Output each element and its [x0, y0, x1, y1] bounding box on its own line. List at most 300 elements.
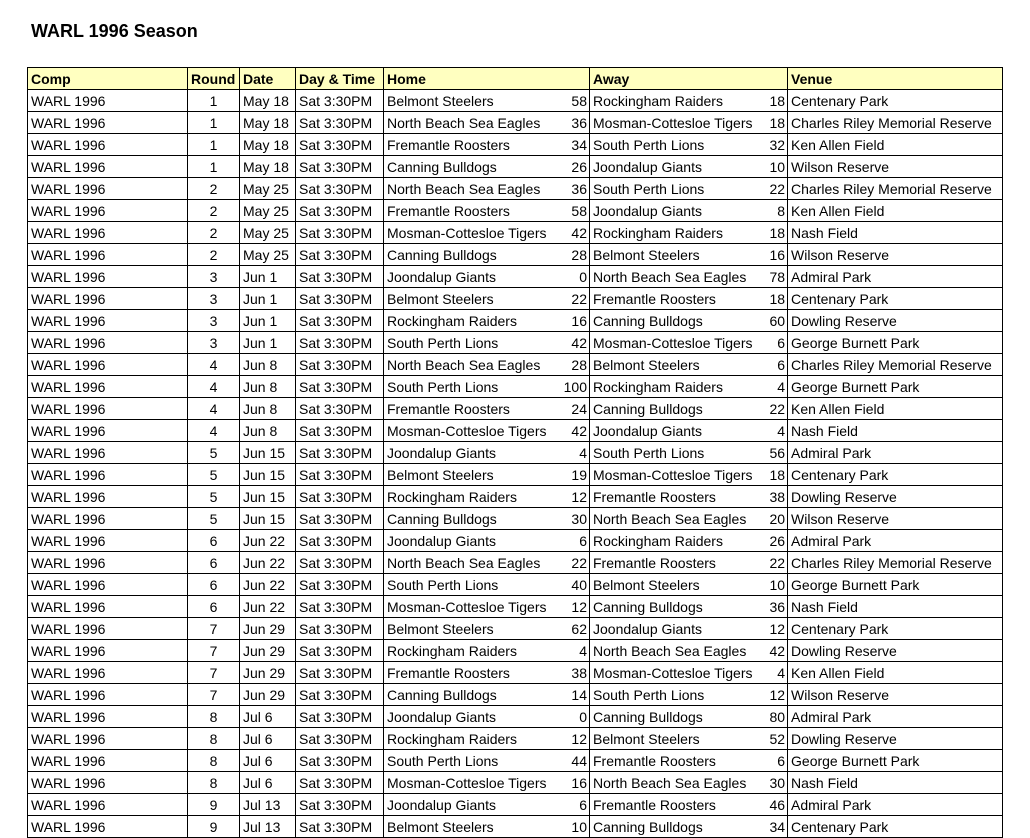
cell-away-score: 18	[766, 288, 788, 310]
table-row	[28, 112, 1003, 134]
cell-date: Jun 22	[240, 530, 296, 552]
table-row	[28, 772, 1003, 794]
cell-day-time: Sat 3:30PM	[296, 134, 384, 156]
cell-venue: Ken Allen Field	[788, 662, 1003, 684]
cell-day-time: Sat 3:30PM	[296, 596, 384, 618]
cell-comp: WARL 1996	[28, 310, 188, 332]
header-comp: Comp	[28, 68, 188, 90]
cell-home-score: 4	[558, 640, 590, 662]
table-row	[28, 310, 1003, 332]
cell-venue: George Burnett Park	[788, 750, 1003, 772]
cell-date: May 18	[240, 90, 296, 112]
cell-date: May 18	[240, 134, 296, 156]
cell-date: Jun 1	[240, 310, 296, 332]
cell-day-time: Sat 3:30PM	[296, 244, 384, 266]
cell-date: May 25	[240, 244, 296, 266]
cell-day-time: Sat 3:30PM	[296, 178, 384, 200]
cell-day-time: Sat 3:30PM	[296, 816, 384, 838]
cell-away-team: Joondalup Giants	[590, 420, 766, 442]
cell-home-score: 6	[558, 530, 590, 552]
table-row	[28, 552, 1003, 574]
cell-round: 9	[188, 816, 240, 838]
cell-home-team: Fremantle Roosters	[384, 398, 558, 420]
cell-home-team: North Beach Sea Eagles	[384, 178, 558, 200]
table-row	[28, 420, 1003, 442]
cell-home-score: 12	[558, 596, 590, 618]
cell-comp: WARL 1996	[28, 90, 188, 112]
cell-comp: WARL 1996	[28, 398, 188, 420]
cell-away-team: Mosman-Cottesloe Tigers	[590, 662, 766, 684]
cell-round: 6	[188, 552, 240, 574]
cell-away-team: Joondalup Giants	[590, 618, 766, 640]
cell-date: Jun 15	[240, 442, 296, 464]
cell-comp: WARL 1996	[28, 706, 188, 728]
cell-away-score: 6	[766, 750, 788, 772]
cell-home-score: 6	[558, 794, 590, 816]
cell-round: 5	[188, 464, 240, 486]
cell-home-score: 10	[558, 816, 590, 838]
cell-venue: Centenary Park	[788, 288, 1003, 310]
cell-day-time: Sat 3:30PM	[296, 794, 384, 816]
cell-day-time: Sat 3:30PM	[296, 200, 384, 222]
table-row	[28, 266, 1003, 288]
cell-away-team: Belmont Steelers	[590, 728, 766, 750]
cell-comp: WARL 1996	[28, 508, 188, 530]
cell-round: 4	[188, 354, 240, 376]
cell-comp: WARL 1996	[28, 376, 188, 398]
cell-date: Jul 6	[240, 706, 296, 728]
cell-home-team: Fremantle Roosters	[384, 200, 558, 222]
cell-venue: Charles Riley Memorial Reserve	[788, 178, 1003, 200]
cell-venue: Wilson Reserve	[788, 684, 1003, 706]
cell-home-score: 22	[558, 552, 590, 574]
cell-day-time: Sat 3:30PM	[296, 772, 384, 794]
cell-day-time: Sat 3:30PM	[296, 376, 384, 398]
cell-away-score: 22	[766, 178, 788, 200]
cell-away-team: Joondalup Giants	[590, 200, 766, 222]
cell-home-team: Canning Bulldogs	[384, 684, 558, 706]
cell-away-score: 10	[766, 574, 788, 596]
table-row	[28, 574, 1003, 596]
cell-comp: WARL 1996	[28, 420, 188, 442]
cell-comp: WARL 1996	[28, 464, 188, 486]
cell-round: 2	[188, 244, 240, 266]
table-row	[28, 156, 1003, 178]
header-away: Away	[590, 68, 788, 90]
cell-round: 2	[188, 200, 240, 222]
cell-away-score: 26	[766, 530, 788, 552]
cell-venue: Admiral Park	[788, 794, 1003, 816]
cell-comp: WARL 1996	[28, 684, 188, 706]
cell-day-time: Sat 3:30PM	[296, 442, 384, 464]
cell-venue: Nash Field	[788, 596, 1003, 618]
cell-venue: Ken Allen Field	[788, 200, 1003, 222]
cell-day-time: Sat 3:30PM	[296, 750, 384, 772]
cell-comp: WARL 1996	[28, 222, 188, 244]
cell-home-score: 30	[558, 508, 590, 530]
cell-home-team: Mosman-Cottesloe Tigers	[384, 596, 558, 618]
cell-day-time: Sat 3:30PM	[296, 354, 384, 376]
header-day-time: Day & Time	[296, 68, 384, 90]
cell-venue: Centenary Park	[788, 816, 1003, 838]
cell-day-time: Sat 3:30PM	[296, 464, 384, 486]
cell-day-time: Sat 3:30PM	[296, 332, 384, 354]
cell-away-score: 12	[766, 618, 788, 640]
cell-home-score: 36	[558, 112, 590, 134]
cell-day-time: Sat 3:30PM	[296, 90, 384, 112]
cell-away-team: Fremantle Roosters	[590, 794, 766, 816]
cell-venue: Wilson Reserve	[788, 156, 1003, 178]
cell-away-team: Canning Bulldogs	[590, 310, 766, 332]
cell-venue: Admiral Park	[788, 530, 1003, 552]
header-venue: Venue	[788, 68, 1003, 90]
cell-date: Jun 29	[240, 662, 296, 684]
cell-date: Jun 29	[240, 640, 296, 662]
cell-home-score: 38	[558, 662, 590, 684]
table-row	[28, 794, 1003, 816]
cell-comp: WARL 1996	[28, 794, 188, 816]
cell-comp: WARL 1996	[28, 596, 188, 618]
cell-comp: WARL 1996	[28, 332, 188, 354]
cell-away-team: Rockingham Raiders	[590, 530, 766, 552]
cell-round: 6	[188, 530, 240, 552]
cell-comp: WARL 1996	[28, 134, 188, 156]
cell-day-time: Sat 3:30PM	[296, 288, 384, 310]
cell-round: 6	[188, 596, 240, 618]
cell-home-score: 36	[558, 178, 590, 200]
cell-comp: WARL 1996	[28, 772, 188, 794]
cell-venue: Ken Allen Field	[788, 398, 1003, 420]
cell-away-team: Rockingham Raiders	[590, 90, 766, 112]
cell-home-team: Joondalup Giants	[384, 794, 558, 816]
header-date: Date	[240, 68, 296, 90]
table-row	[28, 596, 1003, 618]
cell-home-team: Rockingham Raiders	[384, 640, 558, 662]
cell-date: Jun 29	[240, 618, 296, 640]
cell-home-score: 19	[558, 464, 590, 486]
cell-home-team: North Beach Sea Eagles	[384, 112, 558, 134]
cell-venue: Admiral Park	[788, 266, 1003, 288]
cell-day-time: Sat 3:30PM	[296, 266, 384, 288]
table-row	[28, 222, 1003, 244]
table-body	[28, 90, 1003, 838]
cell-day-time: Sat 3:30PM	[296, 420, 384, 442]
table-row	[28, 442, 1003, 464]
cell-away-team: South Perth Lions	[590, 178, 766, 200]
cell-away-score: 4	[766, 420, 788, 442]
cell-round: 8	[188, 772, 240, 794]
cell-home-team: Canning Bulldogs	[384, 156, 558, 178]
cell-date: May 18	[240, 156, 296, 178]
cell-home-score: 24	[558, 398, 590, 420]
cell-round: 3	[188, 310, 240, 332]
cell-round: 8	[188, 706, 240, 728]
cell-home-score: 12	[558, 728, 590, 750]
cell-date: Jul 13	[240, 816, 296, 838]
cell-round: 4	[188, 376, 240, 398]
cell-comp: WARL 1996	[28, 750, 188, 772]
cell-away-team: Fremantle Roosters	[590, 552, 766, 574]
cell-home-team: South Perth Lions	[384, 332, 558, 354]
cell-home-score: 16	[558, 772, 590, 794]
cell-comp: WARL 1996	[28, 816, 188, 838]
cell-away-team: North Beach Sea Eagles	[590, 266, 766, 288]
cell-venue: Charles Riley Memorial Reserve	[788, 354, 1003, 376]
cell-venue: George Burnett Park	[788, 574, 1003, 596]
cell-home-team: Joondalup Giants	[384, 706, 558, 728]
cell-away-team: North Beach Sea Eagles	[590, 640, 766, 662]
cell-away-score: 18	[766, 222, 788, 244]
cell-comp: WARL 1996	[28, 640, 188, 662]
cell-away-team: North Beach Sea Eagles	[590, 772, 766, 794]
cell-date: Jun 22	[240, 596, 296, 618]
cell-home-team: Canning Bulldogs	[384, 244, 558, 266]
cell-home-score: 4	[558, 442, 590, 464]
cell-away-score: 20	[766, 508, 788, 530]
cell-date: Jun 1	[240, 288, 296, 310]
cell-date: Jun 22	[240, 574, 296, 596]
table-row	[28, 134, 1003, 156]
cell-home-team: Belmont Steelers	[384, 464, 558, 486]
cell-date: Jun 15	[240, 464, 296, 486]
table-row	[28, 178, 1003, 200]
cell-home-team: Fremantle Roosters	[384, 134, 558, 156]
cell-comp: WARL 1996	[28, 156, 188, 178]
cell-away-team: South Perth Lions	[590, 442, 766, 464]
cell-away-score: 4	[766, 376, 788, 398]
cell-venue: Wilson Reserve	[788, 508, 1003, 530]
cell-date: May 18	[240, 112, 296, 134]
cell-date: Jul 6	[240, 772, 296, 794]
table-row	[28, 728, 1003, 750]
cell-round: 1	[188, 90, 240, 112]
cell-home-score: 58	[558, 90, 590, 112]
cell-round: 8	[188, 750, 240, 772]
cell-date: May 25	[240, 222, 296, 244]
cell-home-score: 34	[558, 134, 590, 156]
cell-comp: WARL 1996	[28, 728, 188, 750]
cell-round: 5	[188, 508, 240, 530]
cell-comp: WARL 1996	[28, 178, 188, 200]
cell-comp: WARL 1996	[28, 574, 188, 596]
cell-away-score: 8	[766, 200, 788, 222]
cell-venue: George Burnett Park	[788, 376, 1003, 398]
cell-comp: WARL 1996	[28, 354, 188, 376]
cell-home-team: South Perth Lions	[384, 376, 558, 398]
cell-venue: Wilson Reserve	[788, 244, 1003, 266]
cell-day-time: Sat 3:30PM	[296, 574, 384, 596]
cell-date: Jun 22	[240, 552, 296, 574]
cell-away-score: 18	[766, 112, 788, 134]
cell-away-score: 36	[766, 596, 788, 618]
cell-comp: WARL 1996	[28, 662, 188, 684]
cell-away-team: Rockingham Raiders	[590, 222, 766, 244]
cell-home-score: 40	[558, 574, 590, 596]
cell-away-team: North Beach Sea Eagles	[590, 508, 766, 530]
cell-venue: Ken Allen Field	[788, 134, 1003, 156]
cell-away-team: Rockingham Raiders	[590, 376, 766, 398]
cell-day-time: Sat 3:30PM	[296, 552, 384, 574]
cell-away-score: 4	[766, 662, 788, 684]
table-row	[28, 90, 1003, 112]
cell-home-team: Mosman-Cottesloe Tigers	[384, 772, 558, 794]
cell-away-score: 38	[766, 486, 788, 508]
cell-venue: Dowling Reserve	[788, 728, 1003, 750]
cell-away-score: 6	[766, 332, 788, 354]
cell-venue: Centenary Park	[788, 90, 1003, 112]
table-row	[28, 244, 1003, 266]
table-row	[28, 684, 1003, 706]
cell-home-team: South Perth Lions	[384, 574, 558, 596]
cell-away-score: 18	[766, 90, 788, 112]
cell-comp: WARL 1996	[28, 618, 188, 640]
cell-round: 7	[188, 662, 240, 684]
cell-round: 3	[188, 288, 240, 310]
cell-away-team: Belmont Steelers	[590, 244, 766, 266]
cell-date: Jun 8	[240, 354, 296, 376]
cell-comp: WARL 1996	[28, 530, 188, 552]
cell-away-team: Canning Bulldogs	[590, 706, 766, 728]
table-row	[28, 750, 1003, 772]
cell-date: May 25	[240, 178, 296, 200]
cell-day-time: Sat 3:30PM	[296, 508, 384, 530]
table-row	[28, 398, 1003, 420]
table-row	[28, 530, 1003, 552]
cell-home-score: 28	[558, 354, 590, 376]
cell-home-score: 14	[558, 684, 590, 706]
cell-date: Jul 6	[240, 728, 296, 750]
cell-day-time: Sat 3:30PM	[296, 398, 384, 420]
cell-away-score: 32	[766, 134, 788, 156]
cell-away-team: Canning Bulldogs	[590, 816, 766, 838]
cell-comp: WARL 1996	[28, 486, 188, 508]
cell-home-score: 58	[558, 200, 590, 222]
cell-away-score: 22	[766, 398, 788, 420]
cell-home-score: 42	[558, 420, 590, 442]
cell-round: 6	[188, 574, 240, 596]
cell-venue: Nash Field	[788, 420, 1003, 442]
cell-home-score: 42	[558, 332, 590, 354]
cell-venue: Centenary Park	[788, 618, 1003, 640]
cell-home-team: Rockingham Raiders	[384, 728, 558, 750]
cell-round: 2	[188, 222, 240, 244]
cell-date: Jun 1	[240, 332, 296, 354]
cell-home-score: 42	[558, 222, 590, 244]
cell-away-team: Fremantle Roosters	[590, 288, 766, 310]
cell-comp: WARL 1996	[28, 200, 188, 222]
cell-date: Jun 1	[240, 266, 296, 288]
cell-home-team: South Perth Lions	[384, 750, 558, 772]
table-row	[28, 486, 1003, 508]
cell-venue: Admiral Park	[788, 706, 1003, 728]
table-row	[28, 464, 1003, 486]
cell-away-team: Canning Bulldogs	[590, 398, 766, 420]
cell-away-score: 56	[766, 442, 788, 464]
cell-away-team: Canning Bulldogs	[590, 596, 766, 618]
table-row	[28, 200, 1003, 222]
cell-day-time: Sat 3:30PM	[296, 486, 384, 508]
cell-away-team: Joondalup Giants	[590, 156, 766, 178]
cell-venue: Dowling Reserve	[788, 640, 1003, 662]
cell-comp: WARL 1996	[28, 112, 188, 134]
cell-date: Jun 8	[240, 376, 296, 398]
table-row	[28, 816, 1003, 838]
cell-day-time: Sat 3:30PM	[296, 530, 384, 552]
cell-round: 1	[188, 134, 240, 156]
cell-away-score: 78	[766, 266, 788, 288]
cell-home-score: 22	[558, 288, 590, 310]
cell-home-team: Belmont Steelers	[384, 90, 558, 112]
cell-date: Jun 29	[240, 684, 296, 706]
cell-venue: Dowling Reserve	[788, 486, 1003, 508]
cell-away-team: Mosman-Cottesloe Tigers	[590, 332, 766, 354]
cell-home-team: Belmont Steelers	[384, 618, 558, 640]
cell-day-time: Sat 3:30PM	[296, 728, 384, 750]
cell-home-score: 26	[558, 156, 590, 178]
cell-away-team: South Perth Lions	[590, 684, 766, 706]
cell-comp: WARL 1996	[28, 266, 188, 288]
cell-away-score: 18	[766, 464, 788, 486]
cell-round: 1	[188, 156, 240, 178]
cell-home-team: Canning Bulldogs	[384, 508, 558, 530]
cell-day-time: Sat 3:30PM	[296, 662, 384, 684]
cell-round: 3	[188, 266, 240, 288]
cell-round: 4	[188, 398, 240, 420]
cell-comp: WARL 1996	[28, 552, 188, 574]
cell-away-score: 6	[766, 354, 788, 376]
cell-round: 9	[188, 794, 240, 816]
cell-round: 7	[188, 684, 240, 706]
cell-venue: Charles Riley Memorial Reserve	[788, 112, 1003, 134]
cell-home-score: 16	[558, 310, 590, 332]
table-row	[28, 376, 1003, 398]
cell-home-team: Joondalup Giants	[384, 442, 558, 464]
cell-home-team: Fremantle Roosters	[384, 662, 558, 684]
cell-venue: Admiral Park	[788, 442, 1003, 464]
cell-home-score: 28	[558, 244, 590, 266]
cell-day-time: Sat 3:30PM	[296, 222, 384, 244]
cell-day-time: Sat 3:30PM	[296, 310, 384, 332]
cell-round: 2	[188, 178, 240, 200]
cell-round: 4	[188, 420, 240, 442]
cell-home-team: North Beach Sea Eagles	[384, 552, 558, 574]
cell-date: Jul 6	[240, 750, 296, 772]
cell-home-team: Rockingham Raiders	[384, 486, 558, 508]
cell-venue: Charles Riley Memorial Reserve	[788, 552, 1003, 574]
cell-round: 5	[188, 442, 240, 464]
table-row	[28, 640, 1003, 662]
table-row	[28, 288, 1003, 310]
cell-home-team: Rockingham Raiders	[384, 310, 558, 332]
cell-round: 1	[188, 112, 240, 134]
table-row	[28, 354, 1003, 376]
cell-venue: Centenary Park	[788, 464, 1003, 486]
cell-day-time: Sat 3:30PM	[296, 156, 384, 178]
cell-home-team: Belmont Steelers	[384, 288, 558, 310]
cell-away-team: Belmont Steelers	[590, 574, 766, 596]
cell-home-score: 0	[558, 706, 590, 728]
cell-date: Jul 13	[240, 794, 296, 816]
page-title: WARL 1996 Season	[31, 21, 198, 41]
cell-away-score: 22	[766, 552, 788, 574]
cell-date: Jun 15	[240, 508, 296, 530]
cell-away-team: Fremantle Roosters	[590, 486, 766, 508]
cell-round: 3	[188, 332, 240, 354]
cell-day-time: Sat 3:30PM	[296, 618, 384, 640]
cell-away-team: South Perth Lions	[590, 134, 766, 156]
cell-comp: WARL 1996	[28, 288, 188, 310]
cell-home-team: Mosman-Cottesloe Tigers	[384, 222, 558, 244]
